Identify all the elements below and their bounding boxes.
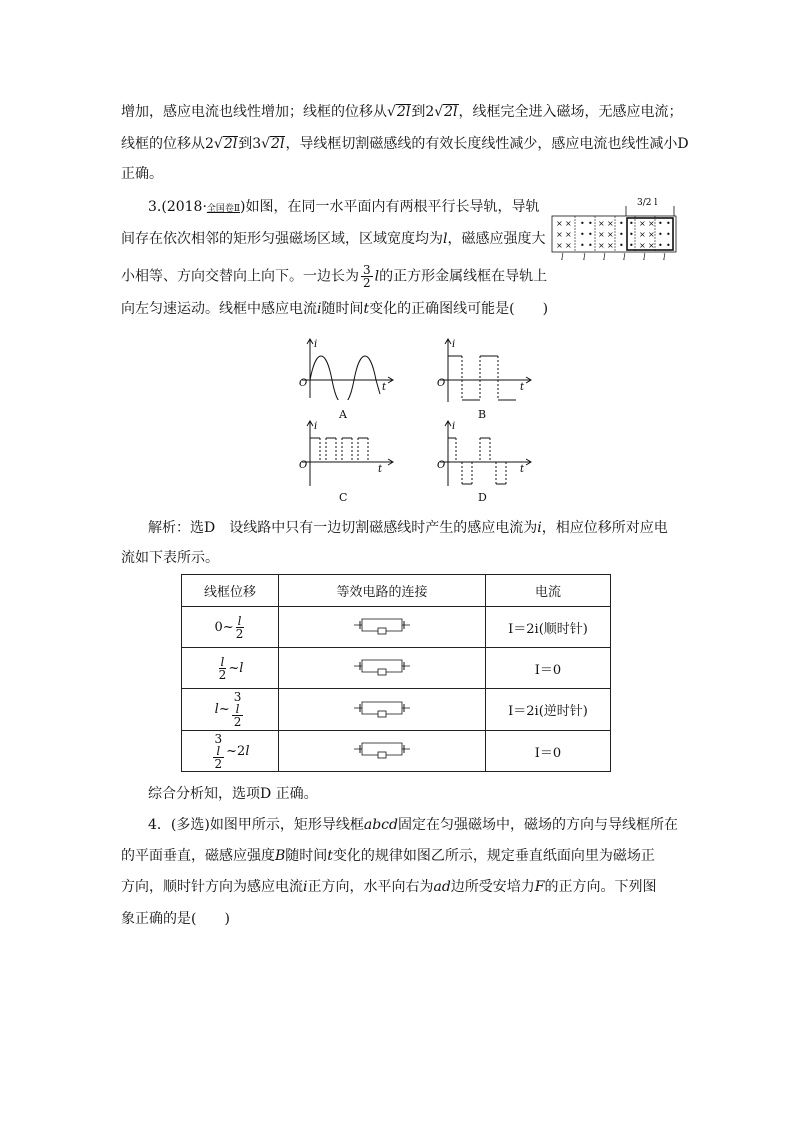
svg-text:l: l: [561, 253, 564, 262]
svg-text:•: •: [588, 219, 593, 228]
option-b-label: B: [478, 408, 487, 421]
svg-text:×: ×: [639, 241, 646, 250]
svg-text:•: •: [629, 230, 634, 239]
svg-text:•: •: [619, 219, 624, 228]
svg-text:O: O: [437, 460, 446, 471]
svg-text:t: t: [520, 464, 525, 475]
svg-text:×: ×: [598, 241, 605, 250]
svg-text:×: ×: [648, 230, 655, 239]
graph-d: [434, 420, 534, 488]
analysis-conclusion: 综合分析知，选项D 正确。: [148, 786, 318, 802]
svg-text:i: i: [314, 339, 318, 350]
svg-text:×: ×: [598, 219, 605, 228]
svg-text:l: l: [603, 253, 606, 262]
svg-text:×: ×: [565, 241, 572, 250]
intro-line-3: 正确。: [121, 166, 163, 182]
analysis-line-1: 解析：选D 设线路中只有一边切割磁感线时产生的感应电流为i，相应位移所对应电: [148, 520, 668, 536]
svg-text:l: l: [643, 253, 646, 262]
svg-text:•: •: [588, 230, 593, 239]
q4-line-3: 方向，顺时针方向为感应电流i正方向，水平向右为ad边所受安培力F的正方向。下列图: [121, 879, 657, 895]
svg-text:•: •: [629, 219, 634, 228]
intro-line-1: 增加，感应电流也线性增加；线框的位移从√2l到2√2l，线框完全进入磁场，无感应电流；: [121, 104, 683, 120]
circuit-cell: [279, 731, 486, 772]
svg-text:×: ×: [556, 219, 563, 228]
header-circuit: 等效电路的连接: [279, 575, 486, 607]
svg-text:×: ×: [639, 230, 646, 239]
svg-text:•: •: [580, 219, 585, 228]
option-a-label: A: [339, 408, 347, 421]
graph-a: [296, 338, 396, 400]
svg-text:×: ×: [598, 230, 605, 239]
q4-line-1: 4．(多选)如图甲所示，矩形导线框abcd固定在匀强磁场中，磁场的方向与导线框所在: [148, 817, 678, 833]
svg-text:×: ×: [556, 230, 563, 239]
svg-text:×: ×: [556, 241, 563, 250]
circuit-cell: [279, 607, 486, 648]
current-cell: I＝0: [486, 731, 611, 772]
circuit-cell: [279, 689, 486, 731]
svg-text:O: O: [299, 460, 308, 471]
circuit-icon: [352, 615, 412, 635]
svg-text:t: t: [378, 464, 383, 475]
svg-text:•: •: [619, 230, 624, 239]
displacement-table: [181, 574, 611, 772]
table-row: [182, 731, 611, 772]
circuit-cell: [279, 648, 486, 689]
svg-text:•: •: [580, 241, 585, 250]
disp-cell: 0~ $\frac{l}{2}$: [182, 607, 279, 648]
disp-cell: l ~ 3 l 2: [182, 689, 279, 731]
svg-text:•: •: [658, 219, 663, 228]
table-row: [182, 689, 611, 731]
svg-text:×: ×: [639, 219, 646, 228]
disp-cell: 3 l 2 ~2 l: [182, 731, 279, 772]
svg-text:•: •: [658, 230, 663, 239]
option-c-label: C: [339, 491, 348, 504]
header-displacement: 线框位移: [182, 575, 279, 607]
svg-text:×: ×: [648, 241, 655, 250]
svg-text:×: ×: [565, 219, 572, 228]
svg-text:t: t: [382, 382, 387, 393]
disp-cell: $\frac{l}{2}$ ~ l: [182, 648, 279, 689]
table-row: [182, 607, 611, 648]
analysis-line-2: 流如下表所示。: [121, 550, 219, 566]
svg-text:•: •: [666, 219, 671, 228]
q3-line-2: 间存在依次相邻的矩形匀强磁场区域，区域宽度均为l，磁感应强度大: [121, 231, 546, 247]
q4-line-4: 象正确的是( ): [121, 911, 230, 927]
option-d-label: D: [478, 491, 487, 504]
graph-c: [296, 420, 396, 488]
svg-text:l: l: [663, 253, 666, 262]
q4-line-2: 的平面垂直，磁感应强度B随时间t变化的规律如图乙所示，规定垂直纸面向里为磁场正: [121, 848, 655, 864]
svg-text:×: ×: [607, 241, 614, 250]
diagram-top-label: 3/2 l: [637, 198, 658, 208]
svg-text:×: ×: [565, 230, 572, 239]
intro-line-2: 线框的位移从2√2l到3√2l，导线框切割磁感线的有效长度线性减少，感应电流也线性减小D: [121, 136, 689, 152]
field-diagram: [550, 196, 680, 264]
graph-b: [434, 338, 534, 404]
svg-text:•: •: [658, 241, 663, 250]
svg-text:×: ×: [607, 219, 614, 228]
svg-text:•: •: [666, 230, 671, 239]
table-row: [182, 648, 611, 689]
fraction: $\frac{3}{2}$: [363, 263, 371, 290]
circuit-icon: [352, 656, 412, 676]
svg-text:•: •: [629, 241, 634, 250]
svg-text:O: O: [437, 378, 446, 389]
svg-text:•: •: [580, 230, 585, 239]
svg-text:•: •: [666, 241, 671, 250]
svg-text:i: i: [452, 421, 456, 432]
svg-text:•: •: [619, 241, 624, 250]
svg-text:×: ×: [607, 230, 614, 239]
current-cell: I＝0: [486, 648, 611, 689]
svg-text:i: i: [314, 421, 318, 432]
q3-line-3: 小相等、方向交替向上向下。一边长为 $\frac{3}{2}$ l的正方形金属线框在导轨上: [121, 263, 548, 290]
svg-text:×: ×: [648, 219, 655, 228]
svg-text:l: l: [623, 253, 626, 262]
svg-text:i: i: [452, 339, 456, 350]
circuit-icon: [352, 739, 412, 759]
circuit-icon: [352, 698, 412, 718]
svg-text:•: •: [588, 241, 593, 250]
header-current: 电流: [486, 575, 611, 607]
q3-line-4: 向左匀速运动。线框中感应电流i随时间t变化的正确图线可能是( ): [121, 301, 549, 317]
svg-text:O: O: [299, 378, 308, 389]
current-cell: I＝2i(逆时针): [486, 689, 611, 731]
svg-text:l: l: [583, 253, 586, 262]
current-cell: I＝2i(顺时针): [486, 607, 611, 648]
q3-line-1: 3.(2018·全国卷Ⅱ)如图，在同一水平面内有两根平行长导轨，导轨: [148, 199, 540, 215]
svg-text:t: t: [520, 382, 525, 393]
